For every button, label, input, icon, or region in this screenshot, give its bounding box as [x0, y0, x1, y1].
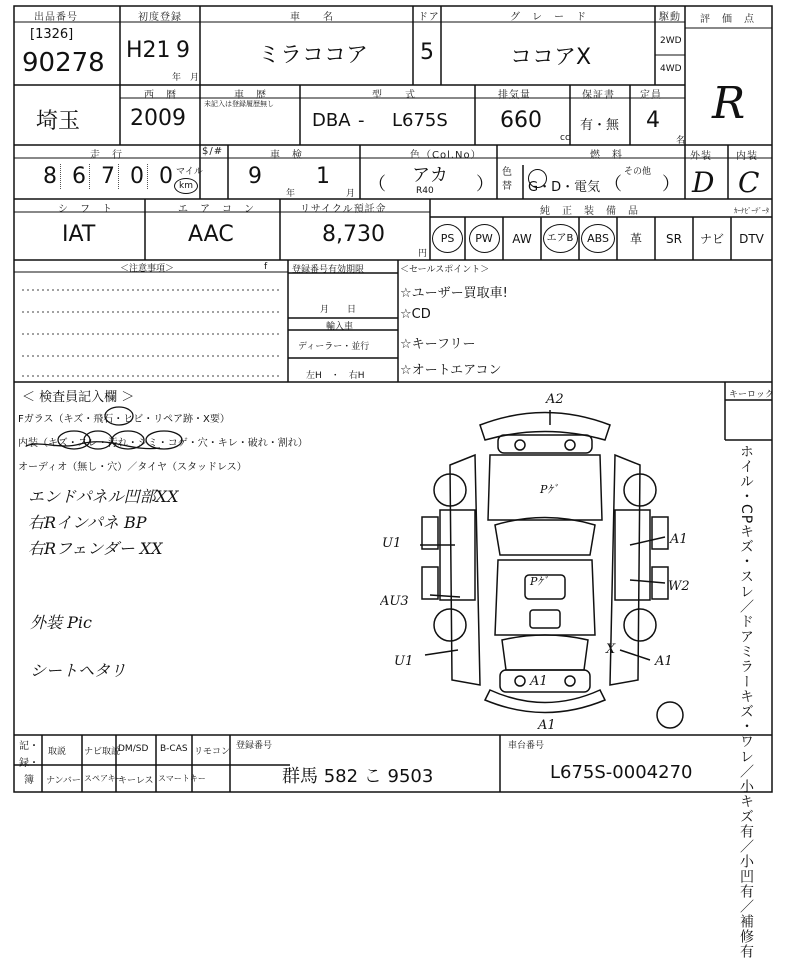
history-label: 車 歴	[234, 90, 267, 101]
inspector-title: ＜ 検査員記入欄 ＞	[22, 390, 135, 405]
car-name: ミラココア	[258, 43, 369, 68]
drive-4wd: 4WD	[660, 64, 682, 74]
fuel-paren-open: （	[604, 174, 622, 195]
reg-expiry-label: 登録番号有効期限	[292, 265, 365, 275]
sales-point: ☆オートエアコン	[400, 363, 502, 378]
footer-label-navi-manual: ナビ取説	[84, 747, 121, 757]
shift-label: シ フ ト	[58, 204, 113, 215]
fuel-paren-close: ）	[662, 174, 680, 195]
lot-no-small: [1326]	[30, 27, 74, 42]
mark-a1: A1	[655, 654, 673, 669]
mileage-label: 走 行	[90, 150, 123, 161]
mileage-digit: 6	[69, 164, 90, 189]
footer-label-keyless: キーレス	[118, 776, 154, 786]
aircon-value: AAC	[188, 222, 234, 247]
region: 埼玉	[36, 109, 81, 134]
option-pw: PW	[465, 217, 503, 260]
navi-data-note: ｶｰﾅﾋﾞｰﾃﾞｰﾀ	[734, 207, 769, 215]
model-year: 2009	[130, 106, 186, 131]
lot-number: 90278	[22, 48, 105, 78]
mileage-unit-mile: マイル	[176, 167, 203, 177]
option-navi: ナビ	[699, 232, 724, 246]
mileage-digit: 7	[98, 164, 119, 189]
sales-point: ☆キーフリー	[400, 337, 476, 352]
seats-unit: 名	[676, 136, 686, 146]
mark-a2: A2	[546, 392, 564, 407]
reg-expiry-monthday: 月 日	[320, 305, 357, 315]
exterior-grade: D	[692, 166, 715, 199]
sales-point: ☆CD	[400, 307, 431, 322]
drive-2wd: 2WD	[660, 36, 682, 46]
body-note: Pｹﾞ	[530, 575, 549, 588]
interior-label: 内装	[736, 151, 758, 162]
footer-label-spare-key: スペアキー	[84, 774, 124, 783]
color-label: 色（Col.No）	[410, 150, 482, 161]
mark-u1: U1	[394, 654, 414, 669]
mileage-digit: 0	[127, 164, 148, 189]
record-book-label: 記・録・簿	[19, 741, 39, 786]
color-paren-close: ）	[476, 174, 494, 195]
sa-label: $/#	[202, 146, 224, 157]
sales-point: ☆ユーザー買取車!	[400, 286, 508, 301]
footer-label-dmsd: DM/SD	[118, 744, 149, 754]
displacement: 660	[500, 108, 542, 133]
year-label: 西 暦	[144, 90, 177, 101]
import-label: 輸入車	[326, 322, 354, 332]
note-handwritten: シートヘタリ	[30, 661, 127, 680]
option-dtv: DTV	[739, 231, 764, 246]
model-code: L675S	[392, 110, 448, 131]
mark-w2: W2	[668, 579, 690, 594]
options-row	[430, 217, 772, 260]
first-reg-year-unit: 年	[172, 73, 182, 83]
recycle-unit: 円	[418, 249, 428, 259]
mileage-unit-km: km	[174, 178, 198, 194]
footer-label-remote: リモコン	[194, 747, 231, 757]
option-airbag: エアB	[541, 217, 579, 260]
door-count: 5	[420, 40, 434, 65]
mileage-digits	[40, 164, 176, 189]
caution-label: ＜注意事項＞	[120, 264, 175, 274]
color-change-label: 色替	[502, 167, 512, 192]
first-reg-label: 初度登録	[138, 12, 182, 23]
plate-number: 群馬 582 こ 9503	[282, 766, 434, 787]
import-dealer: ディーラー・並行	[298, 342, 370, 352]
color-paren-open: （	[368, 174, 386, 195]
interior-line: 内装（キズ・スレ・汚れ・シミ・コゲ・穴・キレ・破れ・割れ）	[18, 438, 308, 449]
options-label: 純 正 装 備 品	[540, 206, 639, 217]
car-name-label: 車 名	[290, 12, 334, 23]
mark-a1: A1	[538, 718, 556, 733]
option-aw: AW	[512, 231, 532, 246]
model-label: 型 式	[372, 90, 416, 101]
inspector-circles	[0, 400, 400, 480]
fuel-label: 燃 料	[590, 150, 623, 161]
exterior-label: 外装	[690, 151, 712, 162]
score-value: R	[712, 78, 746, 129]
mark-u1: U1	[382, 536, 402, 551]
grade-label: グ レ ー ド	[510, 12, 587, 23]
damage-legend: ホイル・CPキズ・スレ／ドアミラーキズ・ワレ／小キズ有／小凹有／補修有	[738, 444, 754, 959]
color-name: アカ	[412, 165, 448, 186]
interior-grade: C	[738, 166, 760, 199]
inspection-year-unit: 年	[286, 189, 296, 199]
score-label: 評 価 点	[700, 14, 755, 25]
recycle-label: リサイクル預託金	[300, 204, 387, 215]
note-handwritten: エンドパネル凹部XX	[28, 487, 179, 506]
chassis-number: L675S-0004270	[550, 762, 693, 783]
car-diagram	[380, 385, 710, 735]
grade: ココアX	[510, 45, 592, 70]
plate-label: 登録番号	[236, 741, 273, 751]
door-label: ドア	[418, 12, 440, 23]
drive-label: 駆動	[659, 12, 681, 23]
cc-label: 排気量	[498, 90, 531, 101]
mark-a1: A1	[670, 532, 688, 547]
mileage-digit: 8	[40, 164, 61, 189]
inspection-month: 1	[316, 164, 330, 189]
footer-label-smart-key: スマートキー	[158, 774, 206, 783]
model-prefix: DBA	[312, 110, 351, 131]
note-handwritten: 外装 Pic	[30, 613, 92, 632]
audio-line: オーディオ（無し・穴）／タイヤ（スタッドレス）	[18, 462, 247, 473]
option-abs: ABS	[579, 217, 617, 260]
inspection-month-unit: 月	[346, 189, 356, 199]
cc-unit: cc	[560, 133, 570, 143]
fuel-g-circle	[528, 169, 547, 188]
keylock-label: キーロック	[729, 390, 774, 400]
footer-label-plate: ナンバー	[46, 776, 81, 786]
inspection-year: 9	[248, 164, 262, 189]
mileage-digit: 0	[159, 164, 173, 189]
shift-value: IAT	[62, 222, 96, 247]
sales-points-label: ＜セールスポイント＞	[400, 265, 490, 275]
fuel-other-label: その他	[624, 167, 652, 177]
warranty-label: 保証書	[582, 90, 615, 101]
lot-no-label: 出品番号	[34, 12, 78, 23]
color-code: R40	[416, 186, 434, 196]
mark-au3: AU3	[380, 594, 409, 609]
fuel-options: G・D・電気	[528, 180, 601, 195]
footer-label-manual: 取説	[48, 747, 67, 757]
first-reg-month-unit: 月	[190, 73, 200, 83]
option-ps: PS	[430, 217, 465, 260]
first-reg-era: H21	[126, 38, 171, 63]
option-sunroof: SR	[666, 231, 682, 246]
mark-a1: A1	[530, 674, 548, 689]
mark-x: X	[606, 642, 616, 657]
chassis-label: 車台番号	[508, 741, 545, 751]
caution-mark: f	[264, 262, 268, 272]
inspection-label: 車 検	[270, 150, 303, 161]
import-handle: 左H ・ 右H	[306, 371, 365, 381]
seats: 4	[646, 108, 660, 133]
first-reg-month: 9	[176, 38, 190, 63]
glass-line: Fガラス（キズ・飛石・ヒビ・リペア跡・X要）	[18, 414, 230, 425]
warranty-value: 有・無	[580, 118, 620, 133]
aircon-label: エ ア コ ン	[178, 204, 255, 215]
option-leather: 革	[629, 232, 642, 246]
model-dash: -	[358, 110, 365, 131]
history-note: 未記入は登録履歴無し	[204, 100, 274, 108]
seats-label: 定員	[640, 90, 662, 101]
roof-note: Pｹﾞ	[540, 483, 559, 496]
footer-label-bcas: B-CAS	[160, 744, 188, 754]
note-handwritten: 右Rフェンダー XX	[28, 539, 163, 558]
recycle-fee: 8,730	[322, 222, 385, 247]
note-handwritten: 右Rインパネ BP	[28, 513, 147, 532]
